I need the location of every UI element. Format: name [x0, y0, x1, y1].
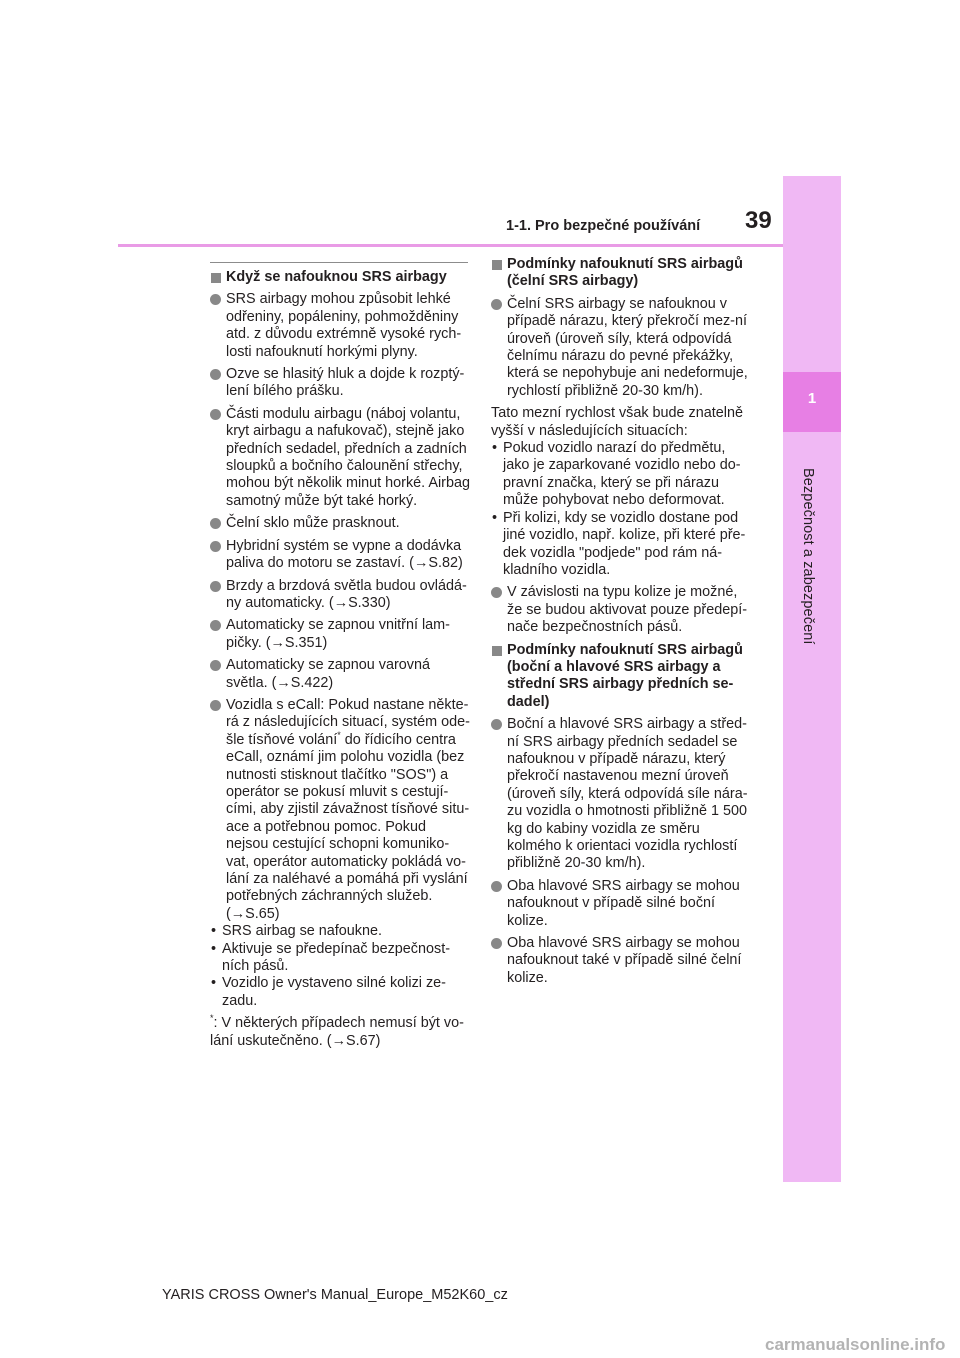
bullet-item: Brzdy a brzdová světla budou ovládá-ny automaticky. (→S.330) — [210, 578, 472, 613]
sub-bullet-item: • Pokud vozidlo narazí do předmětu, jako je zaparkované vozidlo nebo do-pravní značka, který se při nárazu může pohybovat nebo deformovat. — [491, 440, 753, 510]
sub-bullet-item: • SRS airbag se nafoukne. — [210, 923, 472, 940]
heading-side-curtain-conditions: Podmínky nafouknutí SRS airbagů (boční a hlavové SRS airbagy a střední SRS airbagy předních se-dadel) — [491, 642, 753, 712]
chapter-title: Bezpečnost a zabezpečení — [800, 468, 816, 645]
left-column — [210, 269, 472, 1050]
bullet-item: Ozve se hlasitý hluk a dojde k rozptý-lení bílého prášku. — [210, 366, 472, 401]
watermark: carmanualsonline.info — [765, 1335, 946, 1354]
footnote-marker: * — [210, 1013, 214, 1024]
left-column-rule — [210, 262, 468, 263]
chapter-number: 1 — [807, 390, 817, 407]
bullet-item: Automaticky se zapnou vnitřní lam-pičky. (→S.351) — [210, 617, 472, 652]
bullet-item: V závislosti na typu kolize je možné, že se budou aktivovat pouze předepí-nače bezpečnostních pásů. — [491, 584, 753, 636]
bullet-item: Hybridní systém se vypne a dodávka paliva do motoru se zastaví. (→S.82) — [210, 538, 472, 573]
bullet-item: Čelní sklo může prasknout. — [210, 515, 472, 532]
header-rule — [118, 244, 783, 247]
heading-frontal-conditions: Podmínky nafouknutí SRS airbagů (čelní SRS airbagy) — [491, 256, 753, 291]
ecall-text-a: Vozidla s eCall: Pokud nastane někte-rá z následujících situací, systém ode-šle tísňové volání — [226, 696, 470, 748]
sub-bullet-item: • Aktivuje se předepínač bezpečnost-ních pásů. — [210, 941, 472, 976]
heading-airbag-deploy: Když se nafouknou SRS airbagy — [210, 269, 472, 286]
bullet-item: Oba hlavové SRS airbagy se mohou nafouknout také v případě silné čelní kolize. — [491, 935, 753, 987]
bullet-item: Boční a hlavové SRS airbagy a střed-ní SRS airbagy předních sedadel se nafouknou v případě nárazu, který překročí nastavenou mezní úroveň (úroveň síly, která odpovídá síle nára-zu vozidla o hmotnosti přibližně 1 500 kg do kabiny vozidla ze směru kolmého k orientaci vozidla rychlostí přibližně 20-30 km/h). — [491, 716, 753, 873]
bullet-item: SRS airbagy mohou způsobit lehké odřeniny, popáleniny, pohmožděniny atd. z důvodu extrémně vysoké rych-losti nafouknutí horkými plyny. — [210, 291, 472, 361]
ecall-text-b: do řídicího centra eCall, oznámí jim polohu vozidla (bez nutnosti stisknout tlačítko "SOS") a operátor se pokusí mluvit s cestují-cími, aby zjistil závažnost tísňové situ-ace a potřebnou pomoc. Pokud nejsou cestující schopni komuniko-vat, operátor automaticky pokládá vo-lání za naléhavé a pomáhá při vyslání potřebných záchranných služeb. (→S.65) — [226, 731, 470, 922]
footnote — [210, 1015, 472, 1050]
bullet-item: Oba hlavové SRS airbagy se mohou nafouknout v případě silné boční kolize. — [491, 878, 753, 930]
right-column — [491, 256, 753, 992]
chapter-side-tab — [783, 176, 841, 1182]
section-title: 1-1. Pro bezpečné používání — [506, 218, 701, 234]
bullet-item: Automaticky se zapnou varovná světla. (→S.422) — [210, 657, 472, 692]
footer-manual-name: YARIS CROSS Owner's Manual_Europe_M52K60_cz — [162, 1287, 508, 1303]
footnote-marker: * — [337, 729, 341, 740]
bullet-item: Čelní SRS airbagy se nafouknou v případě nárazu, který překročí mez-ní úroveň (úroveň síly, která odpovídá čelnímu nárazu do pevné překážky, která se nepohybuje ani nedeformuje, rychlostí přibližně 20-30 km/h). — [491, 296, 753, 400]
sub-bullet-item: • Vozidlo je vystaveno silné kolizi ze-zadu. — [210, 975, 472, 1010]
sub-bullet-item: • Při kolizi, kdy se vozidlo dostane pod jiné vozidlo, např. kolize, při které pře-dek vozidla "podjede" pod rám ná-kladního vozidla. — [491, 510, 753, 580]
footnote-text: : V některých případech nemusí být vo-lání uskutečněno. (→S.67) — [210, 1015, 464, 1049]
page-number: 39 — [745, 207, 772, 234]
bullet-item: Části modulu airbagu (náboj volantu, kryt airbagu a nafukovač), stejně jako předních sedadel, předních a zadních sloupků a bočního čalounění střechy, mohou být několik minut horké. Airbag samotný může být také horký. — [210, 406, 472, 510]
paragraph: Tato mezní rychlost však bude znatelně vyšší v následujících situacích: — [491, 405, 743, 439]
bullet-item-ecall — [210, 697, 472, 923]
